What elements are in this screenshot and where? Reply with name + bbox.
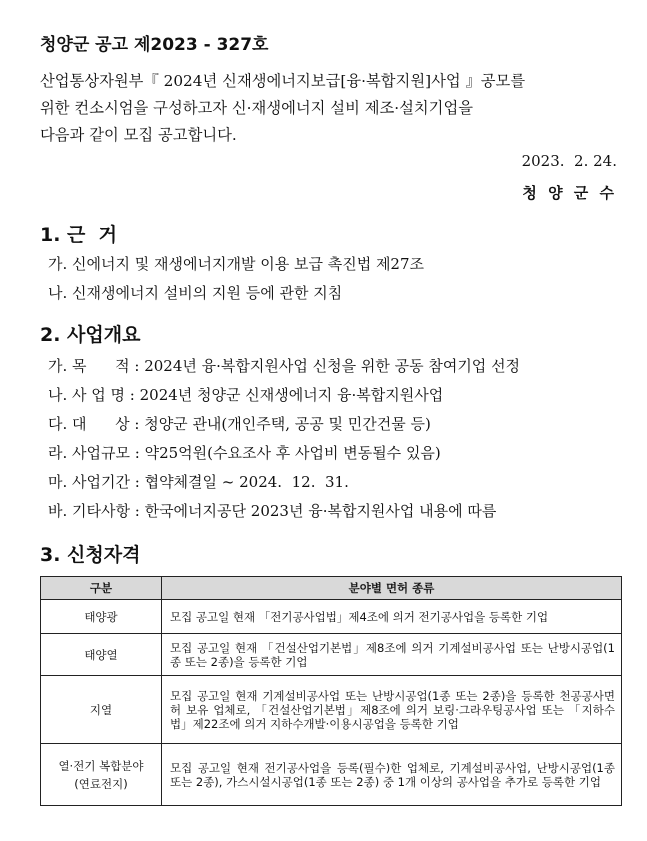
- column-header-category: 구분: [41, 577, 162, 600]
- list-item: 바. 기타사항 : 한국에너지공단 2023년 융·복합지원사업 내용에 따름: [48, 502, 497, 520]
- section-heading-eligibility: 3. 신청자격: [40, 544, 141, 566]
- column-header-license: 분야별 면허 종류: [162, 577, 622, 600]
- notice-number: 청양군 공고 제2023 - 327호: [40, 35, 269, 55]
- list-item: 나. 사 업 명 : 2024년 청양군 신재생에너지 융·복합지원사업: [48, 386, 444, 404]
- table-row: [41, 600, 622, 634]
- list-item: 가. 신에너지 및 재생에너지개발 이용 보급 촉진법 제27조: [48, 255, 425, 273]
- description-cell: 모집 공고일 현재 「건설산업기본법」제8조에 의거 기계설비공사업 또는 난방시공업(1종 또는 2종)을 등록한 기업: [162, 634, 622, 676]
- category-label: 지열: [89, 702, 113, 717]
- category-label: 열·전기 복합분야: [58, 758, 144, 773]
- eligibility-table: [40, 576, 622, 806]
- description-cell: 모집 공고일 현재 기계설비공사업 또는 난방시공업(1종 또는 2종)을 등록한 천공공사면허 보유 업체로, 「건설산업기본법」제8조에 의거 보링·그라우팅공사업 또는 「지하수법」제22조에 의거 지하수개발·이용시공업을 등록한 기업: [162, 676, 622, 744]
- category-cell: [41, 634, 162, 676]
- category-cell: [41, 676, 162, 744]
- list-item: 라. 사업규모 : 약25억원(수요조사 후 사업비 변동될수 있음): [48, 444, 441, 462]
- list-item: 다. 대 상 : 청양군 관내(개인주택, 공공 및 민간건물 등): [48, 415, 431, 433]
- intro-paragraph: [40, 68, 620, 149]
- section-heading-basis: 1. 근 거: [40, 224, 117, 246]
- notice-date: 2023. 2. 24.: [521, 152, 617, 170]
- table-row: [41, 676, 622, 744]
- section-heading-overview: 2. 사업개요: [40, 324, 141, 346]
- category-label: 태양열: [84, 647, 118, 662]
- list-item: 마. 사업기간 : 협약체결일 ~ 2024. 12. 31.: [48, 473, 349, 491]
- intro-line: 위한 컨소시엄을 구성하고자 신·재생에너지 설비 제조·설치기업을: [40, 99, 474, 117]
- category-label: 태양광: [84, 609, 118, 624]
- table-row: [41, 744, 622, 806]
- category-cell: [41, 600, 162, 634]
- list-item: 가. 목 적 : 2024년 융·복합지원사업 신청을 위한 공동 참여기업 선정: [48, 357, 521, 375]
- basis-list: [48, 250, 424, 308]
- description-cell: 모집 공고일 현재 「전기공사업법」제4조에 의거 전기공사업을 등록한 기업: [162, 600, 622, 634]
- description-cell: 모집 공고일 현재 전기공사업을 등록(필수)한 업체로, 기계설비공사업, 난방시공업(1종 또는 2종), 가스시설시공업(1종 또는 2종) 중 1개 이상의 공사업을 추가로 등록한 기업: [162, 744, 622, 806]
- intro-line: 다음과 같이 모집 공고합니다.: [40, 126, 237, 144]
- overview-list: [48, 352, 520, 526]
- category-label: (연료전지): [74, 776, 128, 791]
- issuer: 청 양 군 수: [522, 184, 617, 202]
- category-cell: [41, 744, 162, 806]
- table-header-row: [41, 577, 622, 600]
- table-row: [41, 634, 622, 676]
- intro-line: 산업통상자원부『 2024년 신재생에너지보급[융·복합지원]사업 』공모를: [40, 72, 526, 90]
- list-item: 나. 신재생에너지 설비의 지원 등에 관한 지침: [48, 284, 343, 302]
